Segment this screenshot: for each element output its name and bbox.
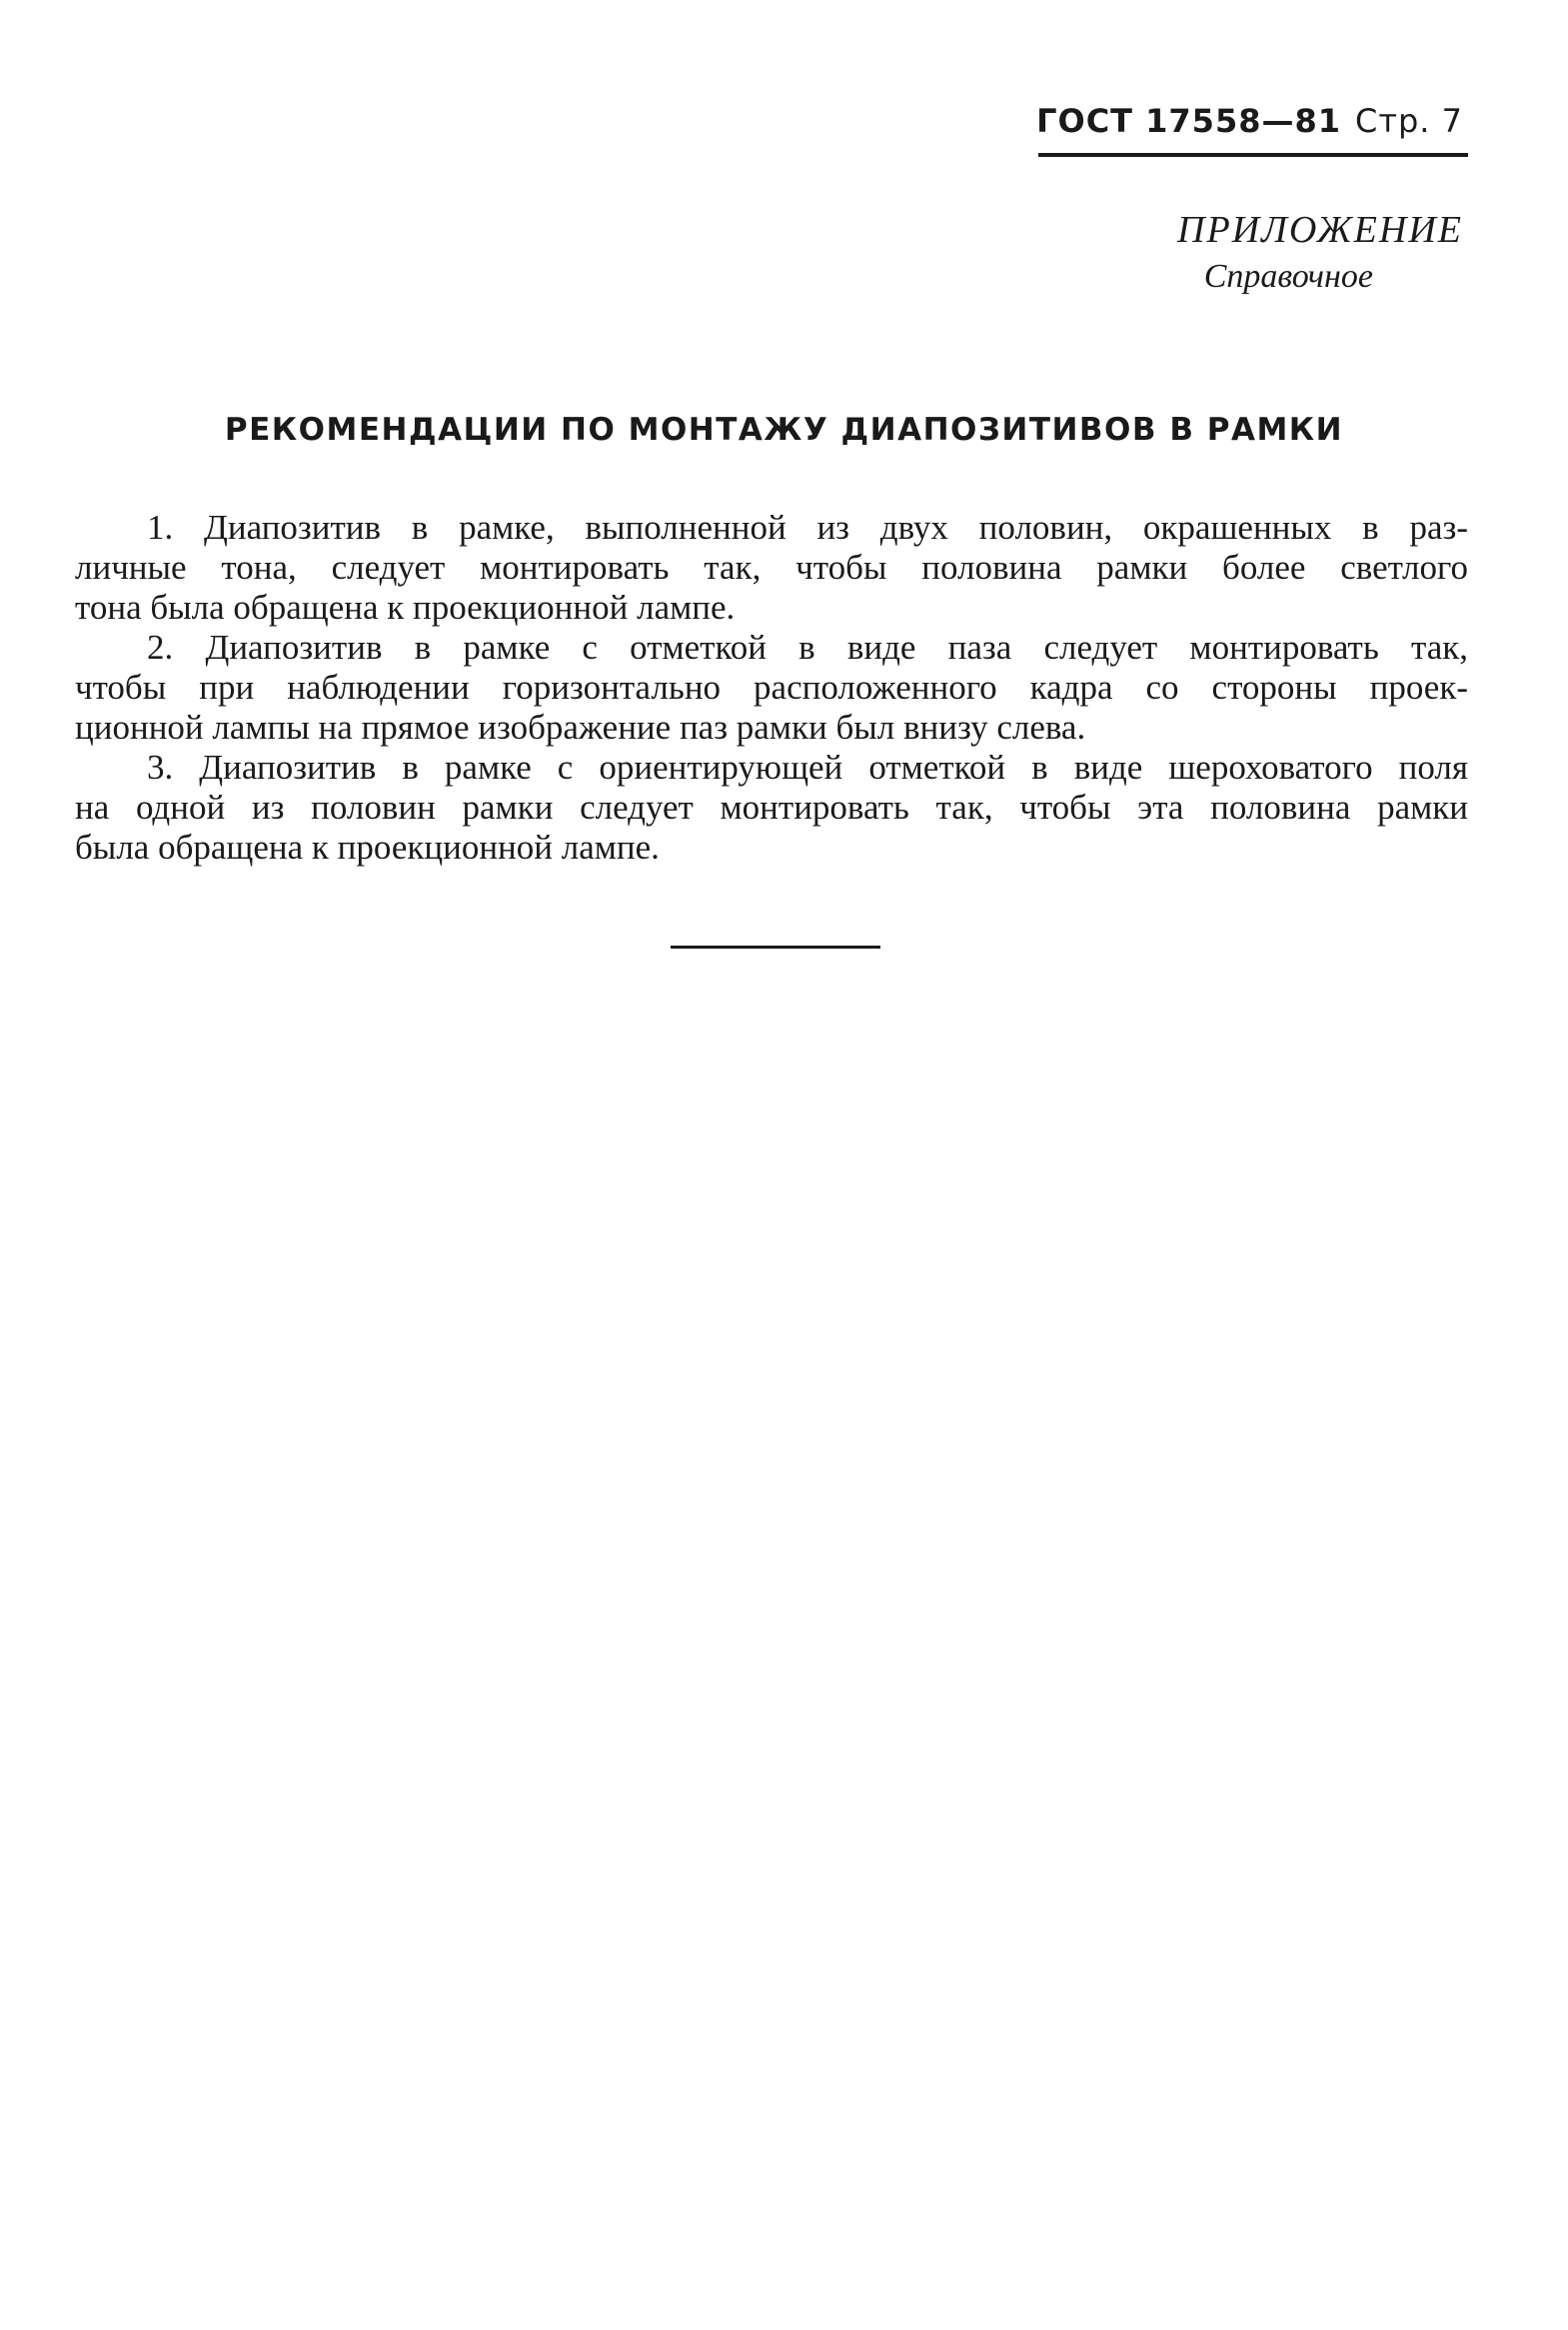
- appendix-status: Справочное: [1203, 258, 1373, 295]
- paragraph-1: [75, 508, 1468, 628]
- paragraph-line: личные тона, следует монтировать так, чтобы половина рамки более светлого: [75, 548, 1468, 587]
- paragraph-line: на одной из половин рамки следует монтировать так, чтобы эта половина рамки: [75, 788, 1468, 827]
- paragraph-line: была обращена к проекционной лампе.: [75, 828, 660, 867]
- paragraph-line: 2. Диапозитив в рамке с отметкой в виде паза следует монтировать так,: [147, 628, 1468, 667]
- paragraph-line: 3. Диапозитив в рамке с ориентирующей отметкой в виде шероховатого поля: [147, 748, 1468, 787]
- appendix-label: ПРИЛОЖЕНИЕ: [1177, 209, 1463, 251]
- paragraph-line: 1. Диапозитив в рамке, выполненной из двух половин, окрашенных в раз-: [147, 508, 1468, 547]
- page-number: Стр. 7: [1355, 102, 1463, 140]
- header-rule: [1038, 153, 1468, 157]
- page-header: [1036, 102, 1463, 140]
- section-title: РЕКОМЕНДАЦИИ ПО МОНТАЖУ ДИАПОЗИТИВОВ В РАМКИ: [224, 412, 1344, 448]
- paragraph-line: ционной лампы на прямое изображение паз рамки был внизу слева.: [75, 708, 1086, 747]
- paragraph-line: чтобы при наблюдении горизонтально расположенного кадра со стороны проек-: [75, 668, 1468, 707]
- paragraph-line: тона была обращена к проекционной лампе.: [75, 588, 736, 627]
- paragraph-2: [75, 628, 1468, 748]
- standard-number: ГОСТ 17558—81: [1036, 102, 1341, 140]
- body-text: [75, 508, 1468, 868]
- end-rule: [671, 946, 880, 949]
- paragraph-3: [75, 748, 1468, 868]
